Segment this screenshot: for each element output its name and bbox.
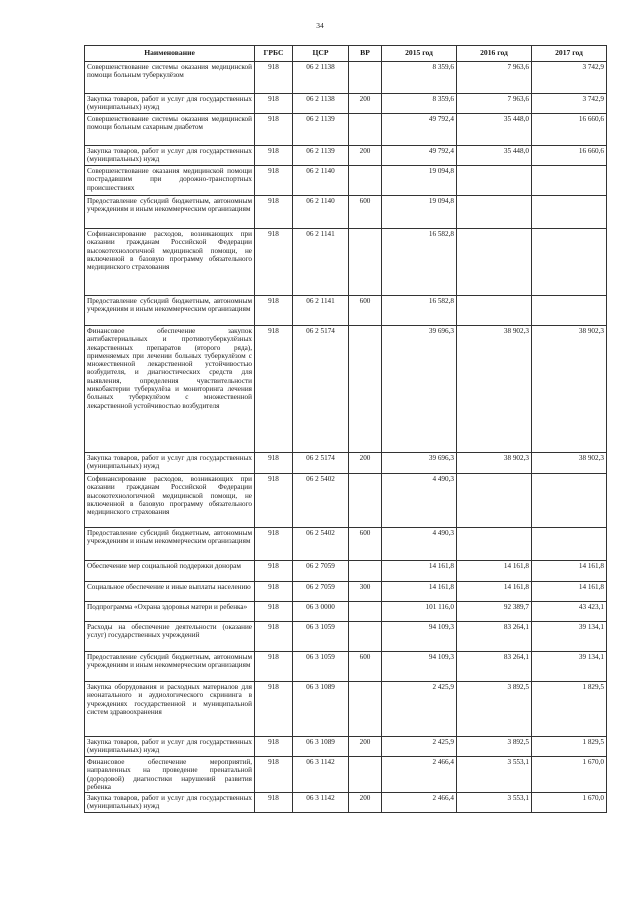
row-name: Совершенствование системы оказания медицинской помощи больным сахарным диабетом: [85, 114, 255, 146]
row-csr: 06 2 1138: [293, 62, 349, 94]
header-csr: ЦСР: [293, 46, 349, 62]
row-vr: [349, 474, 382, 528]
row-value-2015: 39 696,3: [382, 326, 457, 453]
row-csr: 06 3 1059: [293, 652, 349, 682]
row-grbs: 918: [255, 296, 293, 326]
row-vr: 200: [349, 146, 382, 166]
row-value-2015: 49 792,4: [382, 146, 457, 166]
row-csr: 06 2 1139: [293, 146, 349, 166]
table-row: [85, 196, 607, 229]
row-value-2016: [457, 166, 532, 196]
table-row: [85, 737, 607, 757]
row-value-2015: 2 466,4: [382, 793, 457, 813]
row-value-2015: 19 094,8: [382, 166, 457, 196]
table-row: [85, 757, 607, 793]
row-value-2017: 14 161,8: [532, 582, 607, 602]
row-vr: [349, 622, 382, 652]
row-value-2016: 7 963,6: [457, 62, 532, 94]
row-value-2016: [457, 528, 532, 561]
row-value-2017: [532, 229, 607, 296]
row-grbs: 918: [255, 793, 293, 813]
row-vr: 600: [349, 528, 382, 561]
row-name: Закупка товаров, работ и услуг для государственных (муниципальных) нужд: [85, 146, 255, 166]
header-2017: 2017 год: [532, 46, 607, 62]
row-csr: 06 2 5174: [293, 326, 349, 453]
row-value-2016: 3 892,5: [457, 682, 532, 737]
row-value-2015: 19 094,8: [382, 196, 457, 229]
row-value-2015: 14 161,8: [382, 561, 457, 582]
table-row: [85, 652, 607, 682]
row-name: Предоставление субсидий бюджетным, автономным учреждениям и иным некоммерческим организациям: [85, 196, 255, 229]
row-csr: 06 2 1139: [293, 114, 349, 146]
row-vr: [349, 561, 382, 582]
row-value-2017: 3 742,9: [532, 94, 607, 114]
row-vr: 600: [349, 296, 382, 326]
table-row: [85, 474, 607, 528]
row-value-2015: 8 359,6: [382, 62, 457, 94]
header-2015: 2015 год: [382, 46, 457, 62]
row-value-2015: 2 425,9: [382, 682, 457, 737]
row-vr: 200: [349, 453, 382, 474]
table-row: [85, 682, 607, 737]
row-csr: 06 2 5402: [293, 528, 349, 561]
header-grbs: ГРБС: [255, 46, 293, 62]
row-name: Финансовое обеспечение мероприятий, направленных на проведение пренатальной (дородовой) диагностики нарушений развития ребенка: [85, 757, 255, 793]
row-grbs: 918: [255, 757, 293, 793]
row-csr: 06 3 1142: [293, 757, 349, 793]
row-grbs: 918: [255, 652, 293, 682]
row-value-2016: 38 902,3: [457, 453, 532, 474]
row-name: Закупка товаров, работ и услуг для государственных (муниципальных) нужд: [85, 737, 255, 757]
table-header-row: [85, 46, 607, 62]
row-grbs: 918: [255, 62, 293, 94]
row-value-2015: 4 490,3: [382, 474, 457, 528]
row-name: Социальное обеспечение и иные выплаты населению: [85, 582, 255, 602]
row-name: Софинансирование расходов, возникающих при оказании гражданам Российской Федерации высокотехнологичной медицинской помощи, не включенной в базовую программу обязательного медицинского страхования: [85, 474, 255, 528]
row-value-2015: 39 696,3: [382, 453, 457, 474]
page-number: 34: [316, 21, 324, 30]
row-vr: [349, 326, 382, 453]
row-value-2017: 43 423,1: [532, 602, 607, 622]
row-value-2016: 14 161,8: [457, 582, 532, 602]
row-value-2015: 16 582,8: [382, 229, 457, 296]
row-name: Закупка оборудования и расходных материалов для неонатального и аудиологического скрининга в учреждениях государственной и муниципальной систем здравоохранения: [85, 682, 255, 737]
row-value-2016: 3 553,1: [457, 757, 532, 793]
row-grbs: 918: [255, 229, 293, 296]
row-vr: 300: [349, 582, 382, 602]
row-grbs: 918: [255, 474, 293, 528]
row-csr: 06 2 7059: [293, 582, 349, 602]
header-2016: 2016 год: [457, 46, 532, 62]
row-value-2017: 39 134,1: [532, 652, 607, 682]
row-value-2017: 39 134,1: [532, 622, 607, 652]
table-row: [85, 146, 607, 166]
row-vr: 200: [349, 94, 382, 114]
row-value-2016: 7 963,6: [457, 94, 532, 114]
table-row: [85, 561, 607, 582]
row-value-2017: 14 161,8: [532, 561, 607, 582]
table-row: [85, 528, 607, 561]
row-grbs: 918: [255, 561, 293, 582]
row-name: Софинансирование расходов, возникающих при оказании гражданам Российской Федерации высокотехнологичной медицинской помощи, не включенной в базовую программу обязательного медицинского страхования: [85, 229, 255, 296]
table-row: [85, 793, 607, 813]
row-csr: 06 2 7059: [293, 561, 349, 582]
row-value-2015: 14 161,8: [382, 582, 457, 602]
row-value-2017: [532, 166, 607, 196]
row-vr: [349, 62, 382, 94]
table-row: [85, 114, 607, 146]
row-value-2016: 38 902,3: [457, 326, 532, 453]
table-row: [85, 94, 607, 114]
row-grbs: 918: [255, 622, 293, 652]
budget-table: [84, 45, 607, 813]
row-value-2016: [457, 474, 532, 528]
row-name: Подпрограмма «Охрана здоровья матери и ребенка»: [85, 602, 255, 622]
row-csr: 06 2 5174: [293, 453, 349, 474]
row-value-2017: 16 660,6: [532, 146, 607, 166]
row-name: Закупка товаров, работ и услуг для государственных (муниципальных) нужд: [85, 793, 255, 813]
row-grbs: 918: [255, 196, 293, 229]
row-value-2017: 3 742,9: [532, 62, 607, 94]
row-grbs: 918: [255, 114, 293, 146]
row-name: Закупка товаров, работ и услуг для государственных (муниципальных) нужд: [85, 453, 255, 474]
row-value-2015: 2 466,4: [382, 757, 457, 793]
row-value-2015: 4 490,3: [382, 528, 457, 561]
row-csr: 06 2 1140: [293, 166, 349, 196]
row-vr: 200: [349, 793, 382, 813]
row-grbs: 918: [255, 453, 293, 474]
table-row: [85, 326, 607, 453]
table-row: [85, 582, 607, 602]
row-name: Расходы на обеспечение деятельности (оказание услуг) государственных учреждений: [85, 622, 255, 652]
row-grbs: 918: [255, 166, 293, 196]
row-value-2016: 35 448,0: [457, 114, 532, 146]
row-value-2016: 3 553,1: [457, 793, 532, 813]
row-name: Предоставление субсидий бюджетным, автономным учреждениям и иным некоммерческим организациям: [85, 296, 255, 326]
row-value-2016: 92 389,7: [457, 602, 532, 622]
table-row: [85, 453, 607, 474]
row-value-2017: [532, 528, 607, 561]
row-csr: 06 2 1140: [293, 196, 349, 229]
row-vr: [349, 682, 382, 737]
row-name: Закупка товаров, работ и услуг для государственных (муниципальных) нужд: [85, 94, 255, 114]
row-value-2016: [457, 196, 532, 229]
row-value-2017: [532, 296, 607, 326]
table-row: [85, 622, 607, 652]
table-row: [85, 62, 607, 94]
row-grbs: 918: [255, 326, 293, 453]
table-row: [85, 296, 607, 326]
row-value-2017: 1 670,0: [532, 757, 607, 793]
row-value-2017: 38 902,3: [532, 453, 607, 474]
row-value-2017: 16 660,6: [532, 114, 607, 146]
row-csr: 06 2 1138: [293, 94, 349, 114]
row-name: Предоставление субсидий бюджетным, автономным учреждениям и иным некоммерческим организациям: [85, 652, 255, 682]
row-csr: 06 3 1142: [293, 793, 349, 813]
row-name: Совершенствование оказания медицинской помощи пострадавшим при дорожно-транспортных происшествиях: [85, 166, 255, 196]
row-value-2017: [532, 196, 607, 229]
row-vr: [349, 757, 382, 793]
row-vr: [349, 602, 382, 622]
row-value-2016: 83 264,1: [457, 622, 532, 652]
row-value-2017: 1 670,0: [532, 793, 607, 813]
row-name: Обеспечение мер социальной поддержки донорам: [85, 561, 255, 582]
row-value-2016: [457, 229, 532, 296]
row-csr: 06 2 1141: [293, 296, 349, 326]
row-value-2015: 94 109,3: [382, 622, 457, 652]
row-csr: 06 2 5402: [293, 474, 349, 528]
row-value-2015: 49 792,4: [382, 114, 457, 146]
row-value-2016: 3 892,5: [457, 737, 532, 757]
row-csr: 06 3 1089: [293, 682, 349, 737]
row-value-2015: 94 109,3: [382, 652, 457, 682]
row-grbs: 918: [255, 602, 293, 622]
row-name: Финансовое обеспечение закупок антибактериальных и противотуберкулёзных лекарственных препаратов (второго ряда), применяемых при лечении больных туберкулёзом с множественной лекарственной устойчивостью возбудителя, и диагностических средств для выявления, определения чувствительности микобактерии туберкулёза и мониторинга лечения больных туберкулёзом с множественной лекарственной устойчивостью возбудителя: [85, 326, 255, 453]
table-row: [85, 229, 607, 296]
table-row: [85, 166, 607, 196]
row-name: Предоставление субсидий бюджетным, автономным учреждениям и иным некоммерческим организациям: [85, 528, 255, 561]
row-csr: 06 3 0000: [293, 602, 349, 622]
row-value-2016: 14 161,8: [457, 561, 532, 582]
row-value-2016: [457, 296, 532, 326]
row-grbs: 918: [255, 582, 293, 602]
row-vr: [349, 114, 382, 146]
row-grbs: 918: [255, 146, 293, 166]
row-grbs: 918: [255, 94, 293, 114]
row-value-2015: 2 425,9: [382, 737, 457, 757]
row-value-2017: 1 829,5: [532, 682, 607, 737]
row-value-2017: 1 829,5: [532, 737, 607, 757]
row-vr: [349, 229, 382, 296]
row-value-2015: 8 359,6: [382, 94, 457, 114]
header-name: Наименование: [85, 46, 255, 62]
row-grbs: 918: [255, 682, 293, 737]
row-value-2017: 38 902,3: [532, 326, 607, 453]
row-value-2015: 101 116,0: [382, 602, 457, 622]
row-csr: 06 2 1141: [293, 229, 349, 296]
row-vr: 200: [349, 737, 382, 757]
row-vr: [349, 166, 382, 196]
header-vr: ВР: [349, 46, 382, 62]
row-vr: 600: [349, 652, 382, 682]
row-name: Совершенствование системы оказания медицинской помощи больным туберкулёзом: [85, 62, 255, 94]
row-value-2016: 83 264,1: [457, 652, 532, 682]
row-value-2017: [532, 474, 607, 528]
table-row: [85, 602, 607, 622]
row-csr: 06 3 1089: [293, 737, 349, 757]
row-grbs: 918: [255, 528, 293, 561]
row-value-2015: 16 582,8: [382, 296, 457, 326]
row-value-2016: 35 448,0: [457, 146, 532, 166]
row-grbs: 918: [255, 737, 293, 757]
row-csr: 06 3 1059: [293, 622, 349, 652]
row-vr: 600: [349, 196, 382, 229]
